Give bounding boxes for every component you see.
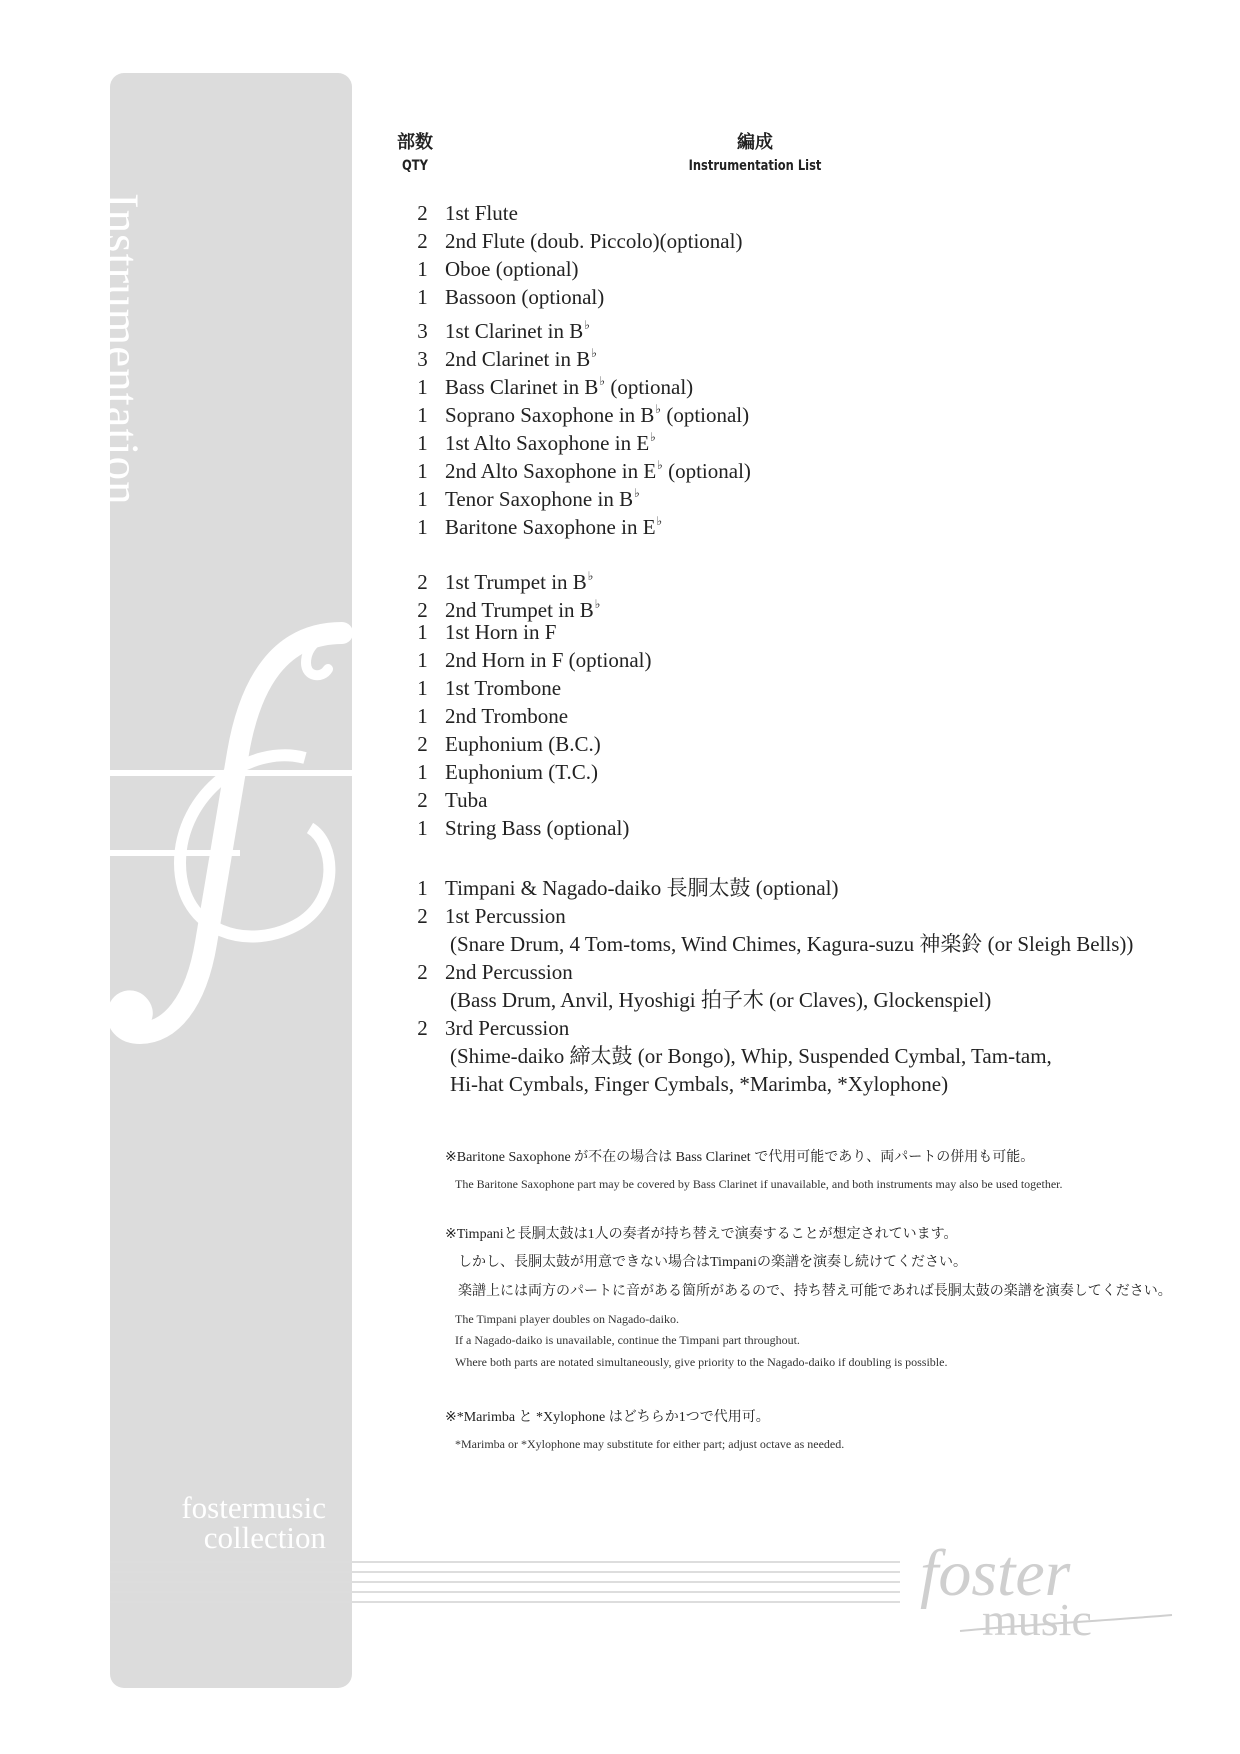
instrument-row bbox=[400, 958, 573, 986]
instrument-suffix: (optional) bbox=[662, 459, 751, 483]
instrument-row bbox=[400, 730, 601, 758]
instrument-name: Euphonium (B.C.) bbox=[445, 732, 601, 756]
note-timpani-jp-1: ※Timpaniと長胴太鼓は1人の奏者が持ち替えで演奏することが想定されています。 bbox=[445, 1227, 958, 1242]
instrument-qty: 1 bbox=[417, 816, 428, 840]
instrument-row bbox=[400, 507, 663, 539]
qty-header: 部数 QTY bbox=[397, 132, 433, 174]
instrument-qty: 1 bbox=[417, 375, 428, 399]
note-timpani-en-1: The Timpani player doubles on Nagado-daiko. bbox=[455, 1312, 679, 1326]
instrument-name: 1st Clarinet in B bbox=[445, 319, 584, 343]
sidebar-title: Instrumentation bbox=[96, 193, 148, 506]
instrument-qty: 1 bbox=[417, 285, 428, 309]
instrument-qty: 2 bbox=[417, 598, 428, 622]
instrument-name: 2nd Trombone bbox=[445, 704, 569, 728]
flat-symbol: ♭ bbox=[591, 346, 597, 360]
instrument-qty: 1 bbox=[417, 487, 428, 511]
instrument-qty: 2 bbox=[417, 201, 428, 225]
instrument-row bbox=[400, 874, 839, 902]
instrument-row bbox=[400, 451, 751, 483]
instrument-suffix: (optional) bbox=[605, 375, 694, 399]
instrument-qty: 2 bbox=[417, 788, 428, 812]
brand-line2: music bbox=[982, 1594, 1092, 1645]
instrument-name: 1st Flute bbox=[445, 201, 518, 225]
instrument-row bbox=[400, 786, 487, 814]
instrument-qty: 1 bbox=[417, 648, 428, 672]
flat-symbol: ♭ bbox=[587, 569, 594, 583]
note-marimba-en: *Marimba or *Xylophone may substitute for either part; adjust octave as needed. bbox=[455, 1437, 845, 1451]
instrument-name: 1st Horn in F bbox=[445, 620, 557, 644]
instrument-qty: 1 bbox=[417, 431, 428, 455]
instrument-qty: 2 bbox=[417, 960, 428, 984]
instrument-name: Baritone Saxophone in E bbox=[445, 515, 656, 539]
instrument-name: 1st Trombone bbox=[445, 676, 562, 700]
flat-symbol: ♭ bbox=[599, 374, 606, 388]
note-baritone-jp: ※Baritone Saxophone が不在の場合は Bass Clarinet で代用可能であり、両パートの併用も可能。 bbox=[445, 1150, 1035, 1165]
flat-symbol: ♭ bbox=[594, 597, 601, 611]
instrument-detail: Hi-hat Cymbals, Finger Cymbals, *Marimba, *Xylophone) bbox=[450, 1072, 949, 1096]
brand-line1: foster bbox=[920, 1537, 1071, 1610]
instrument-row bbox=[400, 758, 598, 786]
instrument-qty: 3 bbox=[417, 347, 428, 371]
flat-symbol: ♭ bbox=[656, 514, 663, 528]
instrument-row bbox=[400, 702, 568, 730]
instrument-name: 1st Trumpet in B bbox=[445, 570, 587, 594]
instrument-name: Oboe (optional) bbox=[445, 257, 579, 281]
flat-symbol: ♭ bbox=[655, 402, 662, 416]
instrument-qty: 1 bbox=[417, 704, 428, 728]
instrument-qty: 1 bbox=[417, 459, 428, 483]
foster-music-logo bbox=[900, 1535, 1180, 1655]
instrument-name: 2nd Horn in F (optional) bbox=[445, 648, 652, 672]
note-baritone-en: The Baritone Saxophone part may be covered by Bass Clarinet if unavailable, and both instruments may also be used together. bbox=[455, 1177, 1063, 1191]
instrument-qty: 2 bbox=[417, 1016, 428, 1040]
sidebar-collection-label: fostermusic collection bbox=[181, 1490, 326, 1555]
note-timpani-en-2: If a Nagado-daiko is unavailable, continue the Timpani part throughout. bbox=[455, 1333, 800, 1347]
instrument-name: 3rd Percussion bbox=[445, 1016, 570, 1040]
staff-lines-decoration bbox=[110, 1560, 910, 1610]
instrument-name: String Bass (optional) bbox=[445, 816, 630, 840]
instrument-name: Euphonium (T.C.) bbox=[445, 760, 599, 784]
instrument-name: 2nd Percussion bbox=[445, 960, 573, 984]
note-marimba-jp: ※*Marimba と *Xylophone はどちらか1つで代用可。 bbox=[445, 1410, 770, 1425]
note-timpani-jp-2: しかし、長胴太鼓が用意できない場合はTimpaniの楽譜を演奏し続けてください。 bbox=[458, 1255, 967, 1270]
instrument-qty: 1 bbox=[417, 760, 428, 784]
instrument-name: Tenor Saxophone in B bbox=[445, 487, 634, 511]
instrument-row bbox=[400, 423, 656, 455]
note-timpani-en-3: Where both parts are notated simultaneously, give priority to the Nagado-daiko if doubling is possible. bbox=[455, 1355, 948, 1369]
instrument-qty: 2 bbox=[417, 904, 428, 928]
instrument-detail: (Shime-daiko 締太鼓 (or Bongo), Whip, Suspended Cymbal, Tam-tam, bbox=[450, 1044, 1052, 1068]
flat-symbol: ♭ bbox=[650, 430, 656, 444]
instrument-name: 2nd Alto Saxophone in E bbox=[445, 459, 657, 483]
instrument-qty: 1 bbox=[417, 515, 428, 539]
instrument-row bbox=[400, 283, 604, 311]
instrument-name: Tuba bbox=[445, 788, 488, 812]
instrument-name: Timpani & Nagado-daiko 長胴太鼓 (optional) bbox=[445, 876, 839, 900]
instrument-qty: 1 bbox=[417, 620, 428, 644]
instrument-name: Bass Clarinet in B bbox=[445, 375, 599, 399]
instrument-name: 1st Alto Saxophone in E bbox=[445, 431, 650, 455]
instrument-detail: (Bass Drum, Anvil, Hyoshigi 拍子木 (or Claves), Glockenspiel) bbox=[450, 988, 992, 1012]
clef-logo-icon bbox=[110, 613, 352, 1063]
instrument-detail: (Snare Drum, 4 Tom-toms, Wind Chimes, Kagura-suzu 神楽鈴 (or Sleigh Bells)) bbox=[450, 932, 1134, 956]
instrument-row bbox=[400, 339, 597, 371]
instrument-row bbox=[400, 646, 651, 674]
flat-symbol: ♭ bbox=[584, 318, 590, 332]
instrument-row bbox=[400, 814, 629, 842]
instrument-name: 2nd Flute (doub. Piccolo)(optional) bbox=[445, 229, 743, 253]
instrument-row bbox=[400, 479, 640, 511]
instrument-qty: 3 bbox=[417, 319, 428, 343]
instrument-qty: 2 bbox=[417, 570, 428, 594]
flat-symbol: ♭ bbox=[634, 486, 640, 500]
instrument-qty: 2 bbox=[417, 229, 428, 253]
instrumentation-list-header: 編成 Instrumentation List bbox=[688, 132, 822, 174]
instrument-row bbox=[400, 1014, 569, 1042]
instrument-row bbox=[400, 562, 594, 594]
sidebar-panel bbox=[96, 73, 352, 1688]
instrument-name: 1st Percussion bbox=[445, 904, 566, 928]
instrument-row bbox=[400, 618, 556, 646]
instrument-row bbox=[400, 367, 694, 399]
instrument-name: 2nd Clarinet in B bbox=[445, 347, 591, 371]
instrument-qty: 1 bbox=[417, 257, 428, 281]
instrument-qty: 1 bbox=[417, 876, 428, 900]
instrument-row bbox=[400, 674, 561, 702]
instrument-name: Soprano Saxophone in B bbox=[445, 403, 655, 427]
instrument-suffix: (optional) bbox=[661, 403, 750, 427]
instrument-row bbox=[400, 227, 742, 255]
flat-symbol: ♭ bbox=[657, 458, 663, 472]
note-timpani-jp-3: 楽譜上には両方のパートに音がある箇所があるので、持ち替え可能であれば長胴太鼓の楽譜を演奏してください。 bbox=[458, 1284, 1172, 1299]
instrument-qty: 1 bbox=[417, 676, 428, 700]
instrument-qty: 1 bbox=[417, 403, 428, 427]
instrument-row bbox=[400, 311, 590, 343]
instrument-name: 2nd Trumpet in B bbox=[445, 598, 594, 622]
instrument-row bbox=[400, 199, 518, 227]
instrument-row bbox=[400, 590, 601, 622]
instrument-qty: 2 bbox=[417, 732, 428, 756]
instrument-row bbox=[400, 255, 579, 283]
instrument-row bbox=[400, 395, 750, 427]
instrument-name: Bassoon (optional) bbox=[445, 285, 605, 309]
instrument-row bbox=[400, 902, 566, 930]
